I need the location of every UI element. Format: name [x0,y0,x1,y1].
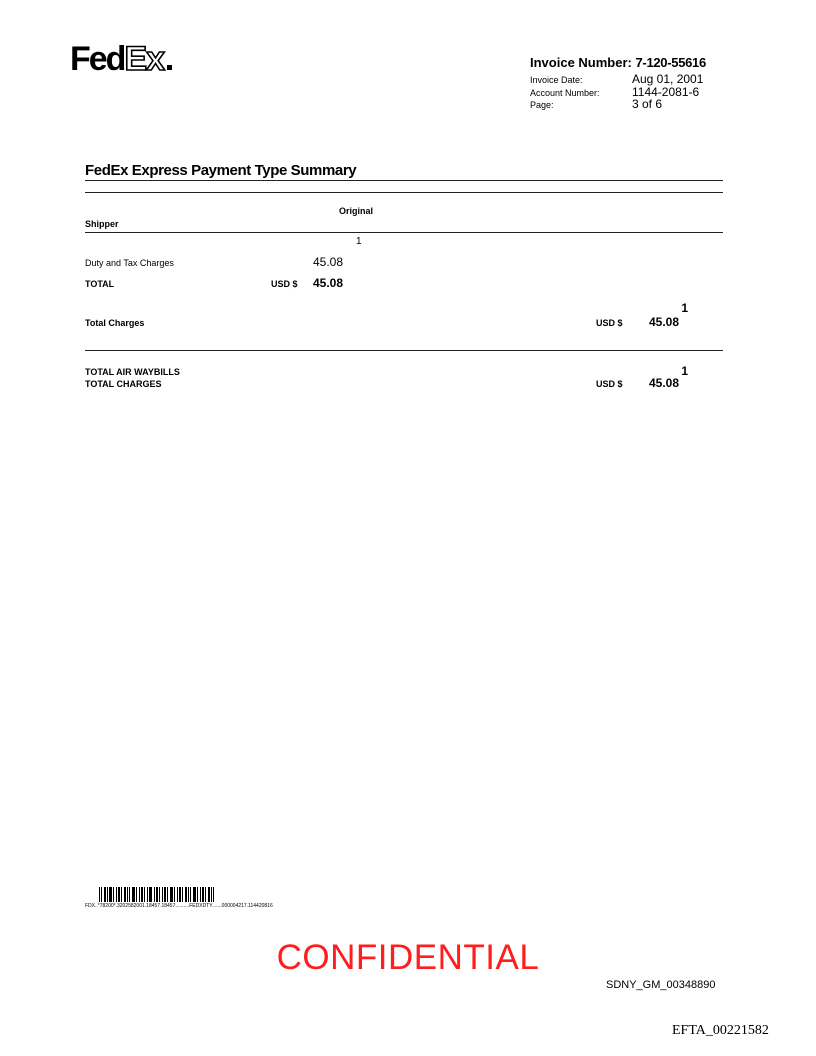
fedex-logo [70,42,172,76]
total-currency: USD $ [271,279,298,289]
original-count: 1 [356,236,362,247]
invoice-number-label: Invoice Number: [530,55,632,70]
barcode-text: FDX..*78200*.3202582001.18457.18457..........FEDXDTY.......000004217.114420816 [85,903,273,909]
total-label: TOTAL [85,279,115,289]
duty-tax-value: 45.08 [313,255,344,269]
title-rule-top [85,180,723,181]
summary-total-charges-value: 45.08 [649,376,680,390]
invoice-date-label: Invoice Date: [530,75,583,85]
total-charges-count: 1 [681,301,688,315]
bates-number: EFTA_00221582 [672,1023,769,1038]
page-row [530,95,730,113]
total-air-waybills-count: 1 [681,364,688,378]
row-group-shipper: Shipper [85,219,119,229]
duty-tax-label: Duty and Tax Charges [85,258,174,268]
table-header-rule [85,232,723,233]
section-title: FedEx Express Payment Type Summary [85,162,357,179]
title-rule-bottom [85,192,723,193]
account-number-label: Account Number: [530,88,600,98]
invoice-date-value: Aug 01, 2001 [632,72,704,86]
logo-dot [167,65,172,70]
page-value: 3 of 6 [632,97,663,111]
document-id: SDNY_GM_00348890 [606,979,716,991]
total-air-waybills-label: TOTAL AIR WAYBILLS [85,367,180,377]
page-label: Page: [530,100,554,110]
total-charges-value: 45.08 [649,315,680,329]
summary-rule [85,350,723,351]
account-number-value: 1144-2081-6 [632,85,700,99]
total-charges-label: Total Charges [85,318,145,328]
confidential-stamp: CONFIDENTIAL [276,938,540,977]
logo-fed-text: Fed [70,40,125,78]
logo-ex-text: Ex [124,40,165,78]
total-charges-currency: USD $ [596,318,623,328]
summary-currency: USD $ [596,379,623,389]
barcode-image [99,887,214,902]
invoice-number [530,55,706,70]
invoice-number-value: 7-120-55616 [635,55,706,70]
column-header-original: Original [339,206,374,216]
summary-total-charges-label: TOTAL CHARGES [85,379,162,389]
total-value: 45.08 [313,276,344,290]
